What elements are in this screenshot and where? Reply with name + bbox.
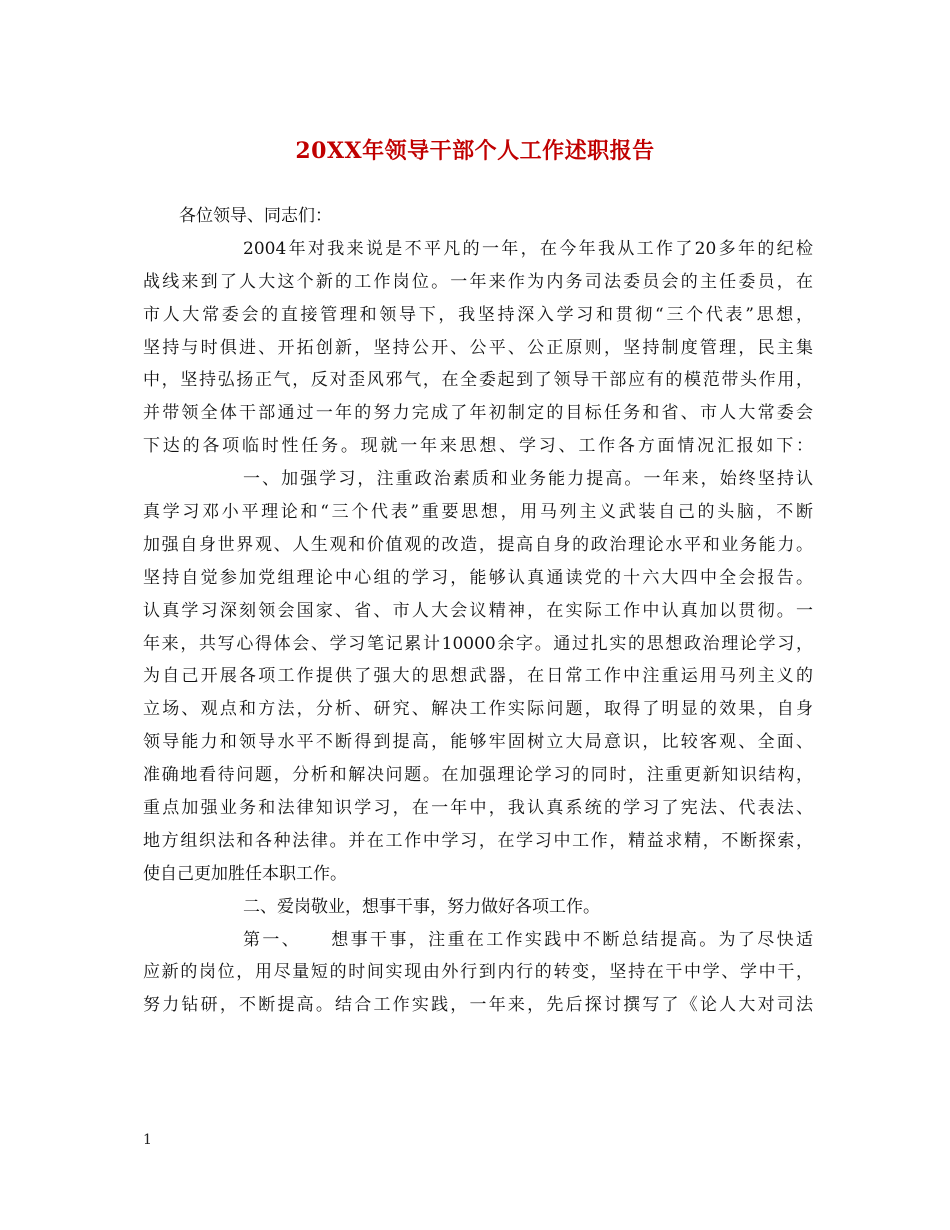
text-line: 重点加强业务和法律知识学习，在一年中，我认真系统的学习了宪法、代表法、	[143, 798, 813, 819]
text-line: 认真学习深刻领会国家、省、市人大会议精神，在实际工作中认真加以贯彻。一	[143, 600, 813, 621]
text-line: 使自己更加胜任本职工作。	[143, 863, 347, 884]
page-number: 1	[143, 1132, 152, 1148]
document-body	[143, 200, 813, 1022]
text-line: 立场、观点和方法，分析、研究、解决工作实际问题，取得了明显的效果，自身	[143, 699, 813, 720]
text-line: 加强自身世界观、人生观和价值观的改造，提高自身的政治理论水平和业务能力。	[143, 534, 813, 555]
text-line: 下达的各项临时性任务。现就一年来思想、学习、工作各方面情况汇报如下：	[143, 436, 813, 457]
document-title: 20XX年领导干部个人工作述职报告	[295, 138, 655, 164]
text-line: 坚持自觉参加党组理论中心组的学习，能够认真通读党的十六大四中全会报告。	[143, 567, 813, 588]
text-line: 年来，共写心得体会、学习笔记累计10000余字。通过扎实的思想政治理论学习，	[143, 633, 813, 654]
text-line: 坚持与时俱进、开拓创新，坚持公开、公平、公正原则，坚持制度管理，民主集	[143, 337, 813, 358]
text-line: 真学习邓小平理论和“三个代表”重要思想，用马列主义武装自己的头脑，不断	[143, 502, 813, 523]
text-line: 准确地看待问题，分析和解决问题。在加强理论学习的同时，注重更新知识结构，	[143, 765, 813, 786]
text-line: 并带领全体干部通过一年的努力完成了年初制定的目标任务和省、市人大常委会	[143, 403, 813, 424]
text-line: 地方组织法和各种法律。并在工作中学习，在学习中工作，精益求精，不断探索，	[143, 830, 813, 851]
text-line: 领导能力和领导水平不断得到提高，能够牢固树立大局意识，比较客观、全面、	[143, 732, 813, 753]
text-line: 为自己开展各项工作提供了强大的思想武器，在日常工作中注重运用马列主义的	[143, 666, 813, 687]
section-heading-line: 一、加强学习，注重政治素质和业务能力提高。一年来，始终坚持认	[243, 469, 813, 490]
text-line: 中，坚持弘扬正气，反对歪风邪气，在全委起到了领导干部应有的模范带头作用，	[143, 370, 813, 391]
text-line: 2004年对我来说是不平凡的一年，在今年我从工作了20多年的纪检	[243, 238, 813, 259]
section-heading-line: 二、爱岗敬业，想事干事，努力做好各项工作。	[243, 896, 600, 917]
salutation-line: 各位领导、同志们：	[179, 206, 332, 226]
text-line: 战线来到了人大这个新的工作岗位。一年来作为内务司法委员会的主任委员，在	[143, 271, 813, 292]
text-line: 努力钻研，不断提高。结合工作实践，一年来，先后探讨撰写了《论人大对司法	[143, 995, 813, 1016]
subsection-heading-line: 第一、 想事干事，注重在工作实践中不断总结提高。为了尽快适	[243, 929, 813, 950]
text-line: 市人大常委会的直接管理和领导下，我坚持深入学习和贯彻“三个代表”思想，	[143, 304, 813, 325]
text-line: 应新的岗位，用尽量短的时间实现由外行到内行的转变，坚持在干中学、学中干，	[143, 962, 813, 983]
